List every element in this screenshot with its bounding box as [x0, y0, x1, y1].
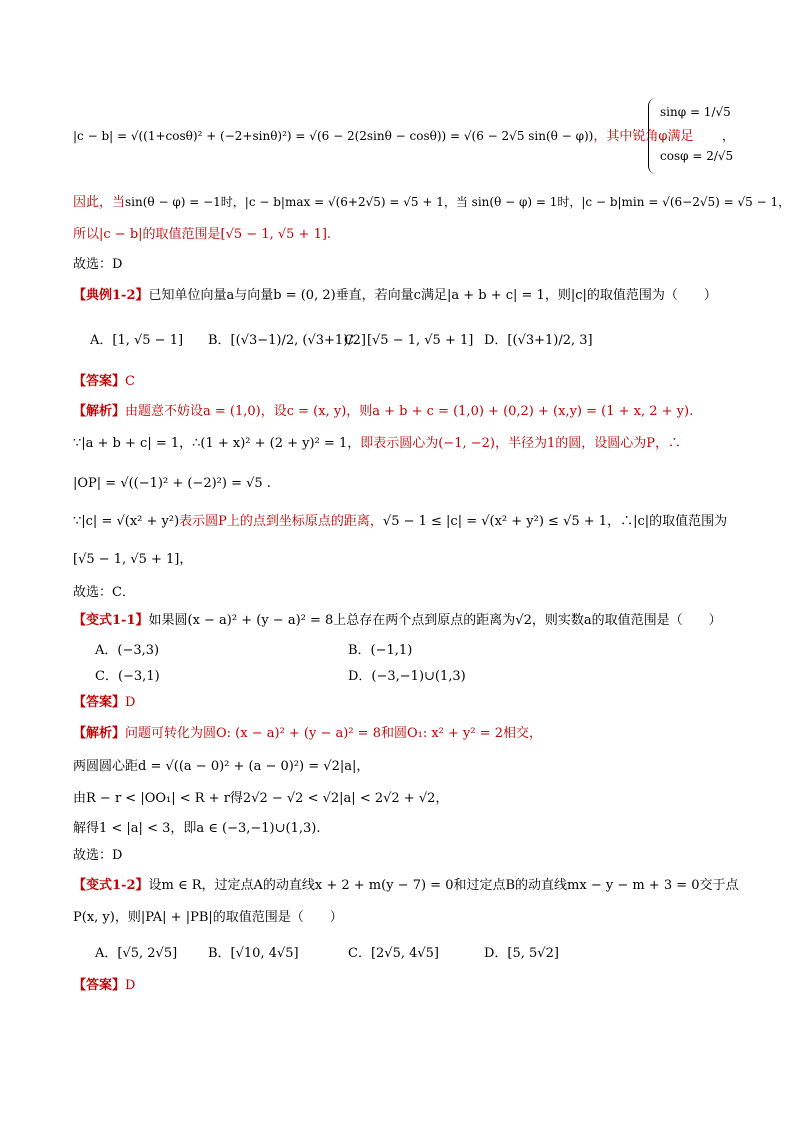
- answer-1: [73, 372, 135, 392]
- solution-line-3: [73, 225, 331, 245]
- analysis-equation: ∵|a + b + c| = 1，∴(1 + x)² + (2 + y)² = 1，: [73, 436, 361, 451]
- variant-1-2-option-c: C．[2√5, 4√5]: [348, 946, 440, 961]
- variant-1-2-option-b: B．[√10, 4√5]: [208, 946, 299, 961]
- answer-label: 【答案】: [73, 374, 126, 389]
- analysis-text: 问题可转化为圆O: (x − a)² + (y − a)² = 8和圆O₁: x² + y² = 2相交，: [125, 726, 543, 741]
- example-label: 【典例1-2】: [73, 288, 149, 303]
- answer-label: 【答案】: [73, 978, 126, 993]
- variant-1-1-option-c: C．(−3,1): [95, 669, 160, 684]
- sin-condition: sin(θ − φ) = −1时，: [125, 195, 245, 209]
- analysis-label: 【解析】: [73, 404, 126, 419]
- answer-value: D: [125, 978, 136, 993]
- inequality-text: √5 − 1 ≤ |c| = √(x² + y²) ≤ √5 + 1，∴|c|的取值范围为: [382, 514, 728, 529]
- analysis-2-line-2: 两圆圆心距d = √((a − 0)² + (a − 0)²) = √2|a|，: [73, 759, 370, 774]
- example-1-2-option-b: B．[(√3−1)/2, (√3+1)/2]: [208, 333, 366, 348]
- acute-angle-text: ，其中锐角φ满足: [593, 129, 694, 144]
- analysis-1-line-5: [√5 − 1, √5 + 1]，: [73, 552, 193, 567]
- analysis-label: 【解析】: [73, 726, 126, 741]
- example-1-2-option-a: A．[1, √5 − 1]: [90, 333, 184, 348]
- analysis-2-line-4: 解得1 < |a| < 3，即a ∈ (−3,−1)∪(1,3).: [73, 821, 321, 836]
- variant-label: 【变式1-1】: [73, 613, 149, 628]
- answer-2: [73, 693, 135, 713]
- variant-1-2-line-2: P(x, y)，则|PA| + |PB|的取值范围是（ ）: [73, 910, 343, 925]
- example-1-2: [73, 286, 717, 306]
- modulus-definition: ∵|c| = √(x² + y²): [73, 514, 180, 529]
- answer-value: D: [125, 695, 136, 710]
- choice-line-1: 故选：D: [73, 257, 123, 272]
- vector-magnitude-expression: |c − b| = √((1+cosθ)² + (−2+sinθ)²) = √(6 − 2(2sinθ − cosθ)) = √(6 − 2√5 sin(θ − φ)): [73, 129, 594, 143]
- answer-label: 【答案】: [73, 695, 126, 710]
- max-min-expression: |c − b|max = √(6+2√5) = √5 + 1，当 sin(θ − φ) = 1时，|c − b|min = √(6−2√5) = √5 − 1，: [244, 195, 791, 209]
- range-result: |c − b|的取值范围是[√5 − 1, √5 + 1].: [99, 227, 332, 242]
- answer-3: [73, 976, 135, 996]
- so-text: 所以: [73, 227, 100, 242]
- variant-label: 【变式1-2】: [73, 878, 149, 893]
- analysis-text: 由题意不妨设a = (1,0)，设c = (x, y)，则a + b + c = (1,0) + (0,2) + (x,y) = (1 + x, 2 + y).: [125, 404, 694, 419]
- variant-1-1-option-a: A．(−3,3): [95, 643, 160, 658]
- variant-question: 如果圆(x − a)² + (y − a)² = 8上总存在两个点到原点的距离为√2，则实数a的取值范围是（ ）: [148, 613, 722, 628]
- cases-brace: [648, 98, 659, 174]
- case-comma: ，: [722, 129, 735, 143]
- distance-text: 表示圆P上的点到坐标原点的距离，: [179, 514, 383, 529]
- variant-1-2-option-a: A．[√5, 2√5]: [95, 946, 178, 961]
- choice-line-2: 故选：C．: [73, 585, 135, 600]
- solution-line-2: [73, 192, 790, 213]
- variant-1-2-option-d: D．[5, 5√2]: [484, 946, 559, 961]
- therefore-text: 因此，当: [73, 195, 126, 210]
- case-sin: sinφ = 1/√5: [660, 105, 731, 119]
- variant-question: 设m ∈ R，过定点A的动直线x + 2 + m(y − 7) = 0和过定点B的动直线mx − y − m + 3 = 0交于点: [148, 878, 739, 893]
- solution-line-1: [73, 126, 693, 147]
- analysis-2-line-1: [73, 724, 542, 744]
- analysis-2-line-3: 由R − r < |OO₁| < R + r得2√2 − √2 < √2|a| < 2√2 + √2，: [73, 791, 449, 806]
- choice-line-3: 故选：D: [73, 848, 123, 863]
- analysis-1-line-2: [73, 434, 681, 454]
- example-1-2-option-c: C．[√5 − 1, √5 + 1]: [344, 333, 474, 348]
- answer-value: C: [125, 374, 135, 389]
- variant-1-2-line-1: [73, 876, 739, 896]
- case-cos: cosφ = 2/√5: [660, 149, 734, 163]
- analysis-1-line-4: [73, 512, 727, 532]
- example-1-2-option-d: D．[(√3+1)/2, 3]: [484, 333, 593, 348]
- variant-1-1: [73, 611, 722, 631]
- analysis-1-line-1: [73, 402, 693, 422]
- variant-1-1-option-d: D．(−3,−1)∪(1,3): [348, 669, 466, 684]
- variant-1-1-option-b: B．(−1,1): [348, 643, 413, 658]
- analysis-circle-text: 即表示圆心为(−1, −2)，半径为1的圆，设圆心为P，∴: [360, 436, 681, 451]
- analysis-1-line-3: |OP| = √((−1)² + (−2)²) = √5 .: [73, 476, 271, 491]
- example-question: 已知单位向量a与向量b = (0, 2)垂直，若向量c满足|a + b + c| = 1，则|c|的取值范围为（ ）: [148, 288, 717, 303]
